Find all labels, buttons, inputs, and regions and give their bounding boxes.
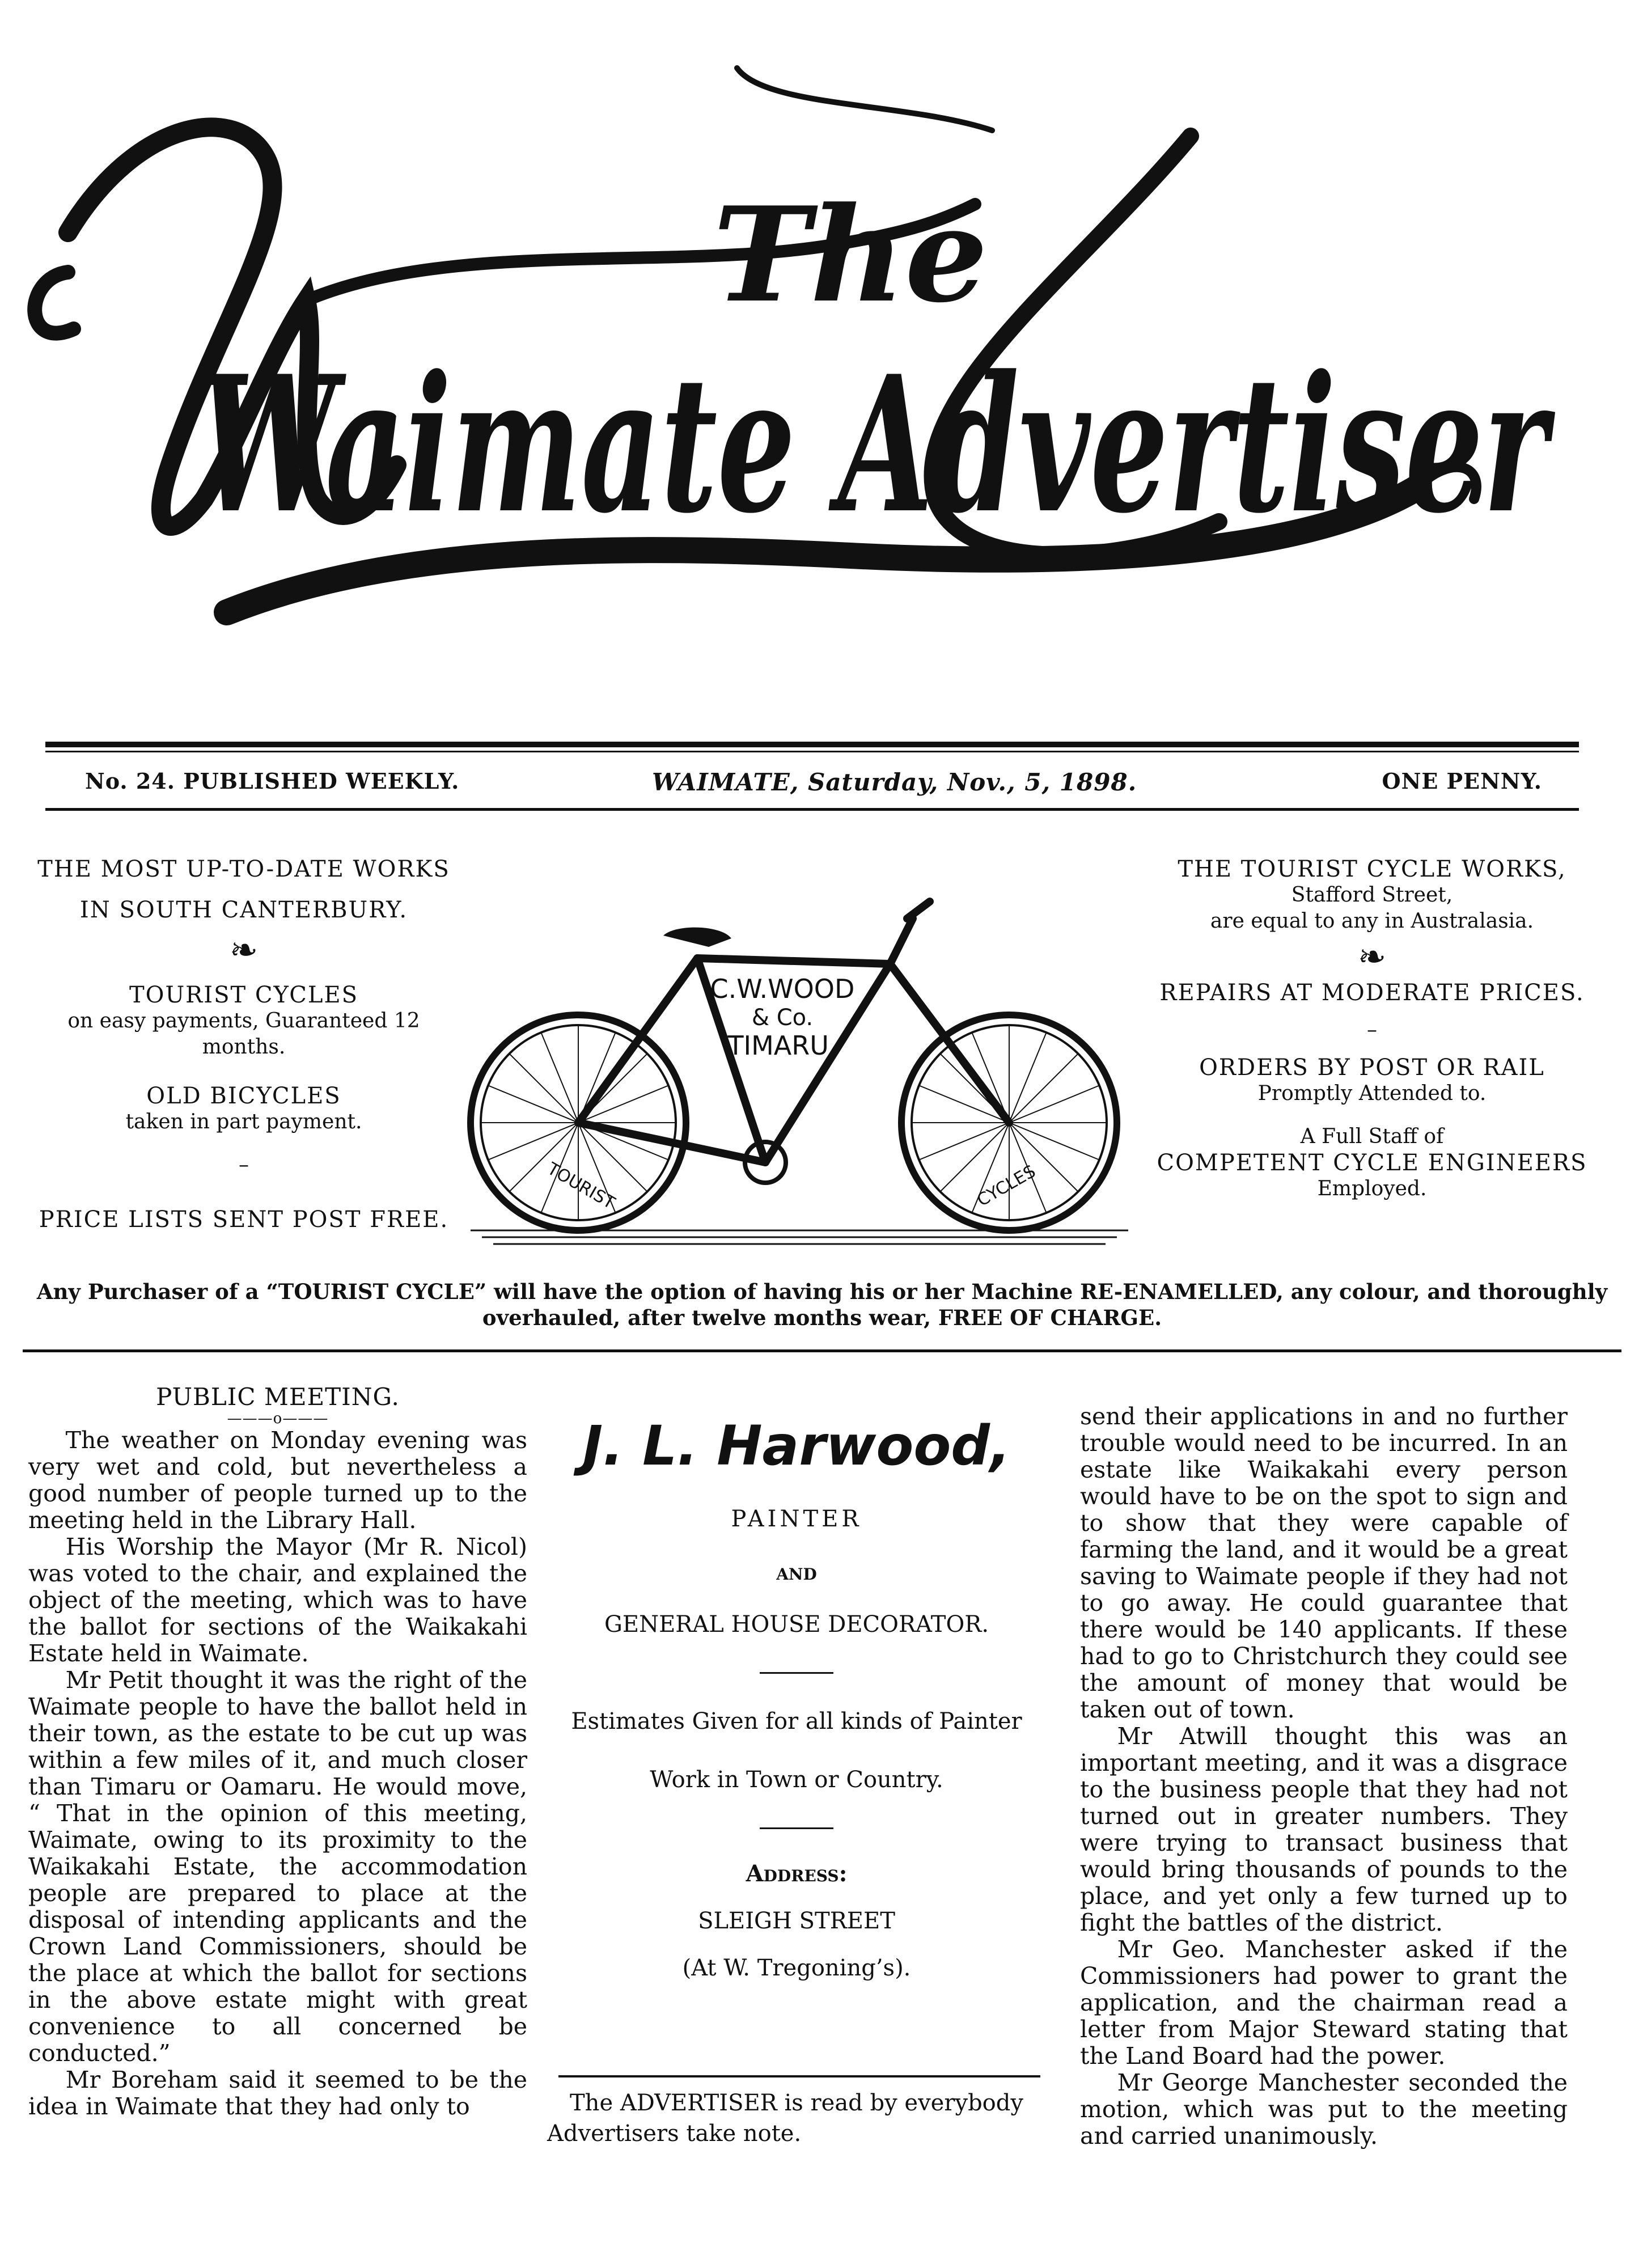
harwood-decorator: GENERAL HOUSE DECORATOR. <box>604 1611 989 1637</box>
masthead-the: The <box>713 179 988 332</box>
harwood-estimates-2: Work in Town or Country. <box>650 1767 943 1793</box>
cycle-ad-notice: Any Purchaser of a “TOURIST CYCLE” will have the option of having his or her Machine RE-ENAMELLED, any colour, and thoroughly overhauled, after twelve months wear, FREE OF CHARGE. <box>36 1279 1608 1330</box>
article-paragraph: Mr Geo. Manchester asked if the Commissioners had power to grant the application, and the chairman read a letter from Major Steward stating that the Land Board had the power. <box>1080 1936 1568 2070</box>
tourist-cycles-text: on easy payments, Guaranteed 12 months. <box>67 1009 420 1059</box>
orders-heading: ORDERS BY POST OR RAIL <box>1199 1055 1545 1081</box>
article-continued <box>1080 1403 1568 2149</box>
promo-rule <box>558 2075 1040 2077</box>
harwood-estimates-1: Estimates Given for all kinds of Painter <box>571 1708 1022 1734</box>
article-paragraph: Mr Atwill thought this was an important meeting, and it was a disgrace to the business people that they had not turned out in greater numbers. They were trying to transact business that would bring thousands of pounds to the place, and yet only a few turned up to fight the battles of the district. <box>1080 1723 1568 1936</box>
ornament-icon: ❧ <box>1357 937 1387 977</box>
divider: – <box>1367 1018 1377 1042</box>
article-paragraph: Mr Petit thought it was the right of the Waimate people to have the ballot held in their town, as the estate to be cut up was within a few miles of it, and much closer than Timaru or Oamaru. He would move, “ That in the opinion of this meeting, Waimate, owing to its proximity to the Waikakahi Estate, the accommodation people are prepared to place at the disposal of intending applicants and the Crown Land Commissioners, should be the place at which the ballot for sections in the above estate might with great convenience to all concerned be conducted.” <box>28 1666 527 2067</box>
promo-line2: Advertisers take note. <box>547 2121 802 2147</box>
ad-bottom-rule <box>23 1349 1621 1352</box>
cycle-ad-left <box>23 856 465 1233</box>
ornament-icon: ❧ <box>229 930 259 970</box>
repairs-heading: REPAIRS AT MODERATE PRICES. <box>1159 980 1585 1006</box>
bike-plate-line3: TIMARU. <box>727 1030 837 1061</box>
article-public-meeting <box>28 1383 527 2120</box>
issue-rule <box>45 808 1579 811</box>
harwood-name: J. L. Harwood, <box>582 1414 1011 1478</box>
article-paragraph: Mr Boreham said it seemed to be the idea in Waimate that they had only to <box>28 2066 527 2120</box>
divider <box>760 1672 833 1674</box>
masthead-rule <box>45 742 1579 747</box>
old-bicycles-text: taken in part payment. <box>125 1110 362 1133</box>
divider <box>760 1827 833 1829</box>
article-paragraph: Mr George Manchester seconded the motion, which was put to the meeting and carried unanimously. <box>1080 2069 1568 2149</box>
harwood-address-label: Address: <box>746 1860 848 1887</box>
issue-number: No. 24. PUBLISHED WEEKLY. <box>85 768 460 794</box>
harwood-location: (At W. Tregoning’s). <box>682 1955 911 1981</box>
cycle-ad-right-line1: THE TOURIST CYCLE WORKS, <box>1178 856 1566 882</box>
staff-line3: Employed. <box>1317 1177 1427 1200</box>
article-paragraph: The weather on Monday evening was very wet and cold, but nevertheless a good number of people turned up to the meeting held in the Library Hall. <box>28 1427 527 1534</box>
article-paragraph: send their applications in and no further trouble would need to be incurred. In an estate like Waikakahi every person would have to be on the spot to sign and to show that they were capable of farming the land, and it would be a great saving to Waimate people if they had not to go away. He could guarantee that there would be 140 applicants. If these had to go to Christchurch they could see the amount of money that would be taken out of town. <box>1080 1403 1568 1723</box>
harwood-and: AND <box>776 1565 817 1584</box>
tourist-cycles-heading: TOURIST CYCLES <box>129 982 358 1008</box>
cycle-ad-right-line2: Stafford Street, <box>1291 883 1453 907</box>
cycle-ad-left-line2: IN SOUTH CANTERBURY. <box>79 897 408 923</box>
price-lists: PRICE LISTS SENT POST FREE. <box>39 1207 449 1233</box>
masthead-rule-thin <box>45 751 1579 752</box>
issue-dateline: WAIMATE, Saturday, Nov., 5, 1898. <box>652 768 1137 796</box>
article-separator: ———o——— <box>227 1410 329 1427</box>
cycle-ad-right <box>1128 856 1616 1202</box>
separator-mark: o <box>273 1410 283 1427</box>
staff-line1: A Full Staff of <box>1300 1125 1444 1148</box>
divider: – <box>239 1153 249 1177</box>
cycle-ad-left-line1: THE MOST UP-TO-DATE WORKS <box>37 856 450 882</box>
wheel-label-right: CYCLES <box>973 1161 1039 1211</box>
bike-plate-line1: C.W.WOOD <box>710 974 855 1004</box>
bike-plate-line2: & Co. <box>751 1005 814 1031</box>
advertiser-promo <box>547 2089 1046 2147</box>
cycle-ad-right-line3: are equal to any in Australasia. <box>1210 909 1534 933</box>
promo-line1: The ADVERTISER is read by everybody <box>570 2090 1023 2116</box>
harwood-street: SLEIGH STREET <box>698 1908 895 1934</box>
harwood-ad <box>547 1415 1046 1982</box>
staff-line2: COMPETENT CYCLE ENGINEERS <box>1157 1150 1587 1176</box>
article-paragraph: His Worship the Mayor (Mr R. Nicol) was voted to the chair, and explained the object of the meeting, which was to have the ballot for sections of the Waikakahi Estate held in Waimate. <box>28 1533 527 1667</box>
wheel-label-left: TOURIST <box>544 1158 619 1213</box>
masthead-title: Waimate Advertiser <box>198 335 1556 555</box>
issue-price: ONE PENNY. <box>1382 768 1542 794</box>
bicycle-illustration <box>459 868 1140 1264</box>
article-heading: PUBLIC MEETING. <box>156 1383 400 1411</box>
old-bicycles-heading: OLD BICYCLES <box>146 1083 341 1109</box>
harwood-trade: PAINTER <box>731 1506 862 1532</box>
orders-text: Promptly Attended to. <box>1257 1082 1487 1105</box>
masthead-logo <box>0 34 1643 737</box>
